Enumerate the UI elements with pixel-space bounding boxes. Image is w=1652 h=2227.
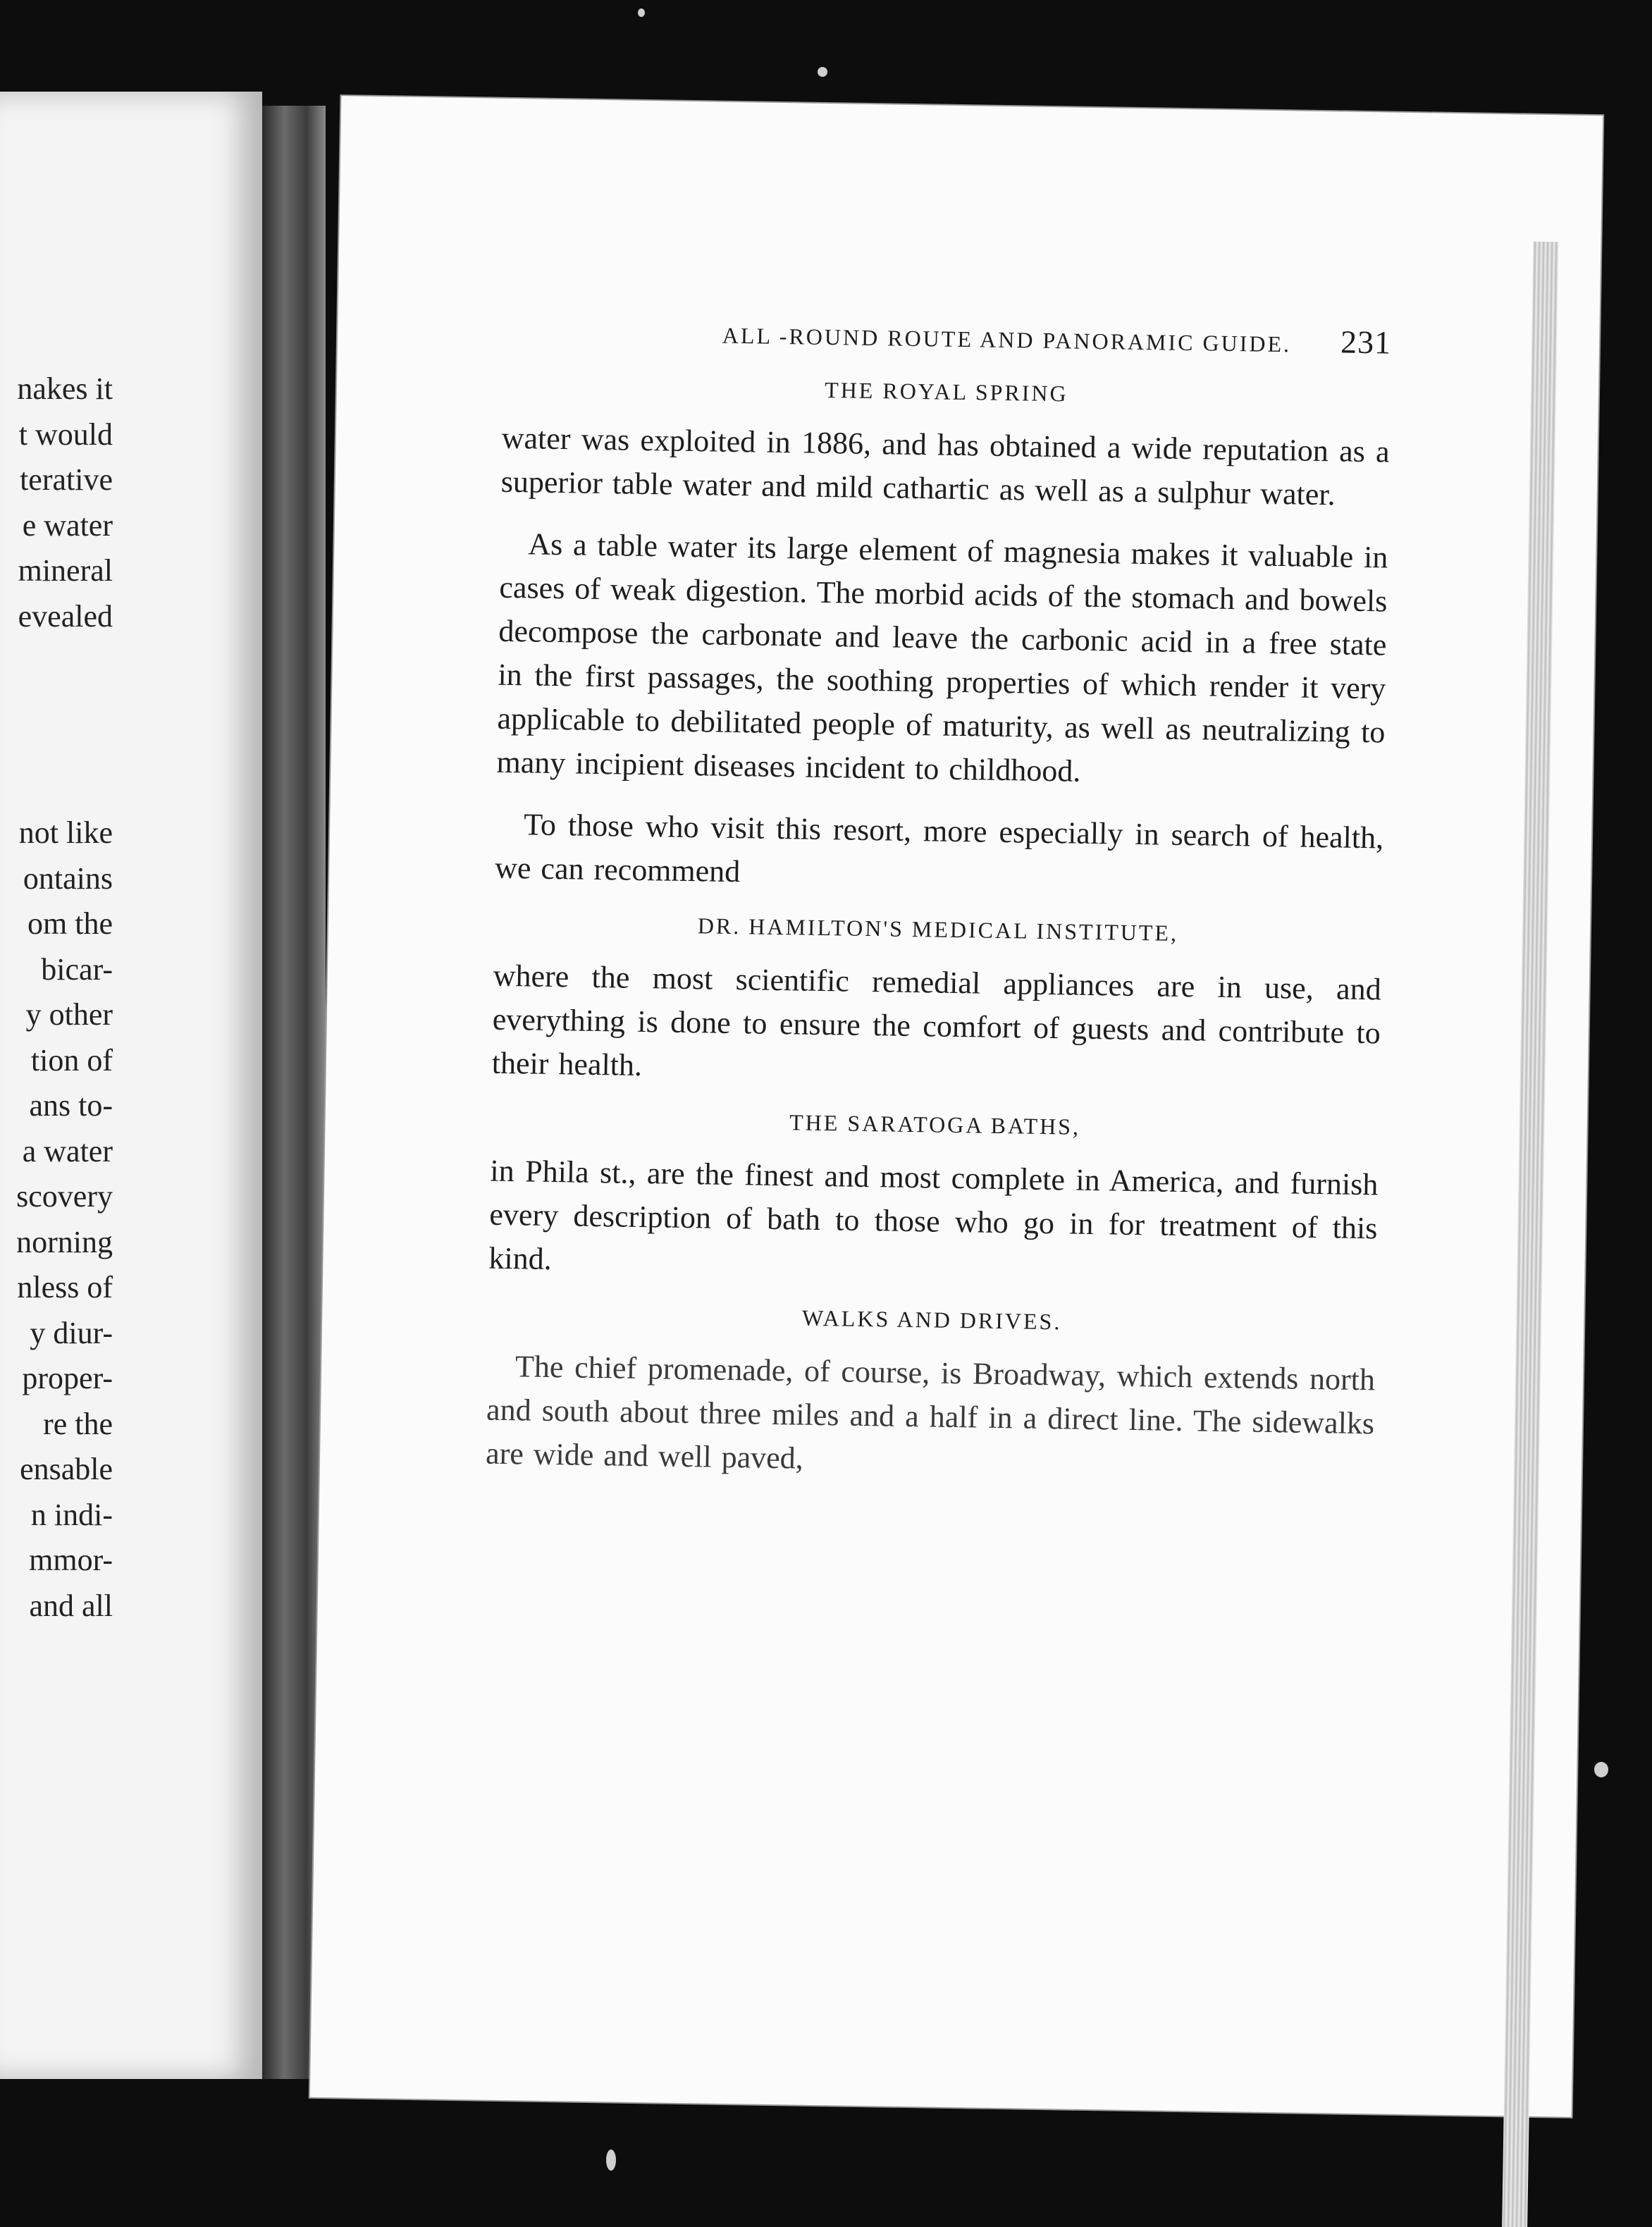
paragraph: The chief promenade, of course, is Broadway, which extends north and south about three miles and a half in a direct line. The sidewalks are wide and well paved, xyxy=(485,1349,1376,1476)
left-page-text-block-2 xyxy=(0,810,113,1629)
left-line: and all xyxy=(29,1588,113,1623)
left-line: n indi- xyxy=(30,1497,113,1532)
page-edge-stack xyxy=(1502,242,1558,2227)
left-line: norning xyxy=(16,1224,113,1259)
left-page-text-block-1 xyxy=(0,366,113,639)
left-line: mineral xyxy=(18,553,113,588)
left-line: terative xyxy=(20,462,113,497)
left-line: mmor- xyxy=(29,1543,113,1577)
scan-speck xyxy=(638,8,645,17)
left-line: ensable xyxy=(20,1452,113,1486)
left-line: scovery xyxy=(16,1179,113,1214)
section-heading-royal-spring: THE ROYAL SPRING xyxy=(824,376,1068,407)
scan-speck xyxy=(818,67,827,77)
paragraph: water was exploited in 1886, and has obtained a wide reputation as a superior table water and mild cathartic as well as a sulphur water. xyxy=(500,420,1391,512)
section-heading-walks-and-drives: WALKS AND DRIVES. xyxy=(801,1304,1062,1335)
left-line: t would xyxy=(18,417,113,452)
left-line: a water xyxy=(22,1133,113,1168)
left-line: ans to- xyxy=(29,1088,113,1123)
page-number: 231 xyxy=(1340,323,1392,361)
page-content xyxy=(485,310,1391,1508)
running-head xyxy=(503,310,1392,366)
section-heading-medical-institute: DR. HAMILTON'S MEDICAL INSTITUTE, xyxy=(697,913,1179,946)
paragraph: As a table water its large element of magnesia makes it valuable in cases of weak digestion. The morbid acids of the stomach and bowels decompose the carbonate and leave the carbonic acid in a free state in the first passages, the soothing properties of which render it very applicable to debilitated people of maturity, as well as neutralizing to many incipient diseases incident to childhood. xyxy=(496,526,1388,789)
left-line: e water xyxy=(22,507,113,543)
paragraph: where the most scientific remedial appliances are in use, and everything is done to ensure the comfort of guests and contribute to their health. xyxy=(491,958,1382,1082)
paragraph: in Phila st., are the finest and most complete in America, and furnish every description of bath to those who go in for treatment of this kind. xyxy=(488,1153,1379,1277)
left-line: nakes it xyxy=(17,371,113,406)
left-line: y other xyxy=(25,997,113,1032)
left-line: ontains xyxy=(23,860,113,896)
left-line: om the xyxy=(27,906,113,941)
left-line: y diur- xyxy=(30,1315,113,1350)
left-line: evealed xyxy=(18,598,113,634)
left-line: tion of xyxy=(30,1042,113,1078)
scan-speck xyxy=(1594,1762,1608,1777)
left-line: re the xyxy=(43,1406,113,1441)
scan-speck xyxy=(606,2149,616,2171)
section-heading-saratoga-baths: THE SARATOGA BATHS, xyxy=(789,1109,1081,1140)
paragraph: To those who visit this resort, more especially in search of health, we can recommend xyxy=(494,807,1384,889)
left-line: proper- xyxy=(22,1361,113,1395)
right-page xyxy=(310,96,1603,2117)
running-head-title: ALL -ROUND ROUTE AND PANORAMIC GUIDE. xyxy=(722,322,1292,357)
left-line: nless of xyxy=(17,1270,113,1304)
left-page-fragment xyxy=(0,92,262,2079)
left-line: not like xyxy=(18,815,113,850)
left-line: bicar- xyxy=(41,951,113,987)
